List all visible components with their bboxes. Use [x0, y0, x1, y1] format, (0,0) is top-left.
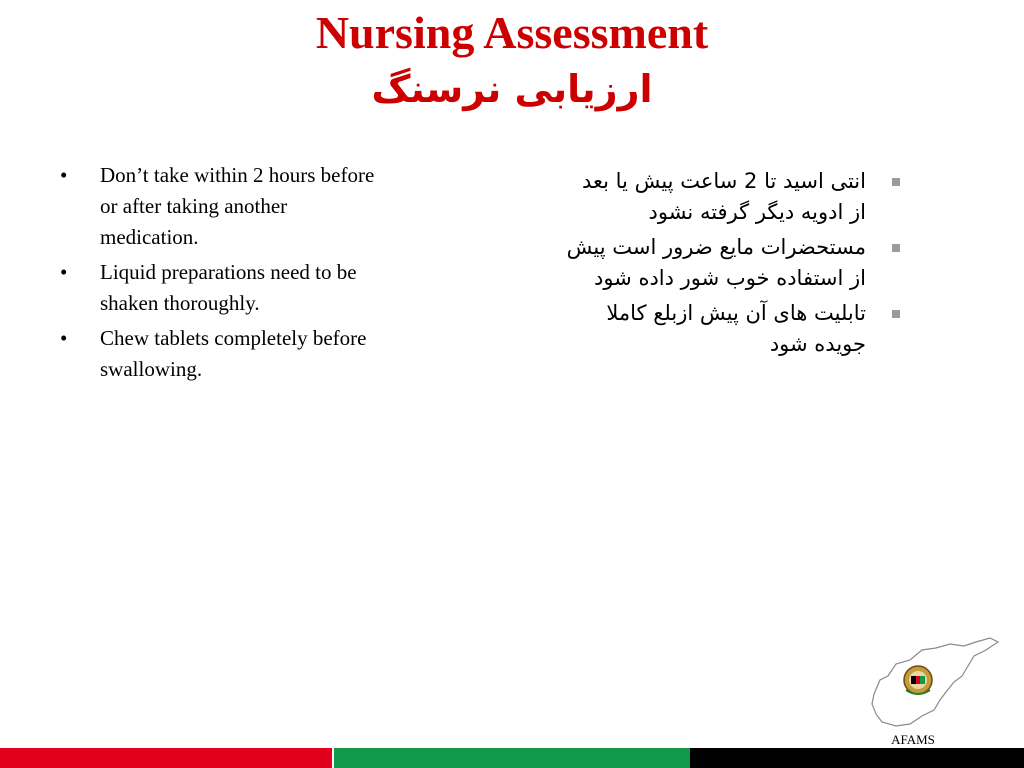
dari-bullet-list — [560, 166, 904, 364]
english-bullet-list — [60, 160, 390, 389]
bullet-item-dari — [560, 166, 904, 228]
bullet-text: Don’t take within 2 hours before or after taking another medication. — [100, 163, 375, 249]
square-bullet-icon — [892, 244, 900, 252]
slide-title: Nursing Assessment — [315, 7, 709, 58]
emblem-flag-black — [911, 676, 916, 684]
bullet-item-dari — [560, 232, 904, 294]
footer-bar-green — [334, 748, 690, 768]
square-bullet-icon — [892, 310, 900, 318]
afghanistan-map-logo — [866, 636, 1002, 732]
bullet-text-dari: مستحضرات مایع ضرور است پیش از استفاده خوب شور داده شود — [566, 235, 866, 290]
bullet-item — [60, 160, 390, 253]
slide-title-dari: ارزیابی نرسنگ — [371, 67, 653, 111]
bullet-text: Chew tablets completely before swallowing. — [100, 326, 367, 381]
footer-bar-red — [0, 748, 332, 768]
afams-label: AFAMS — [891, 732, 935, 747]
emblem-flag-green — [920, 676, 925, 684]
footer-bar-black — [690, 748, 1024, 768]
map-outline — [872, 638, 998, 726]
emblem-flag-red — [916, 676, 920, 684]
square-bullet-icon — [892, 178, 900, 186]
bullet-text: Liquid preparations need to be shaken thoroughly. — [100, 260, 357, 315]
bullet-item — [60, 257, 390, 319]
bullet-text-dari: انتی اسید تا 2 ساعت پیش یا بعد از ادویه دیگر گرفته نشود — [581, 169, 866, 224]
bullet-item-dari — [560, 298, 904, 360]
bullet-dot-icon: • — [60, 326, 68, 350]
bullet-dot-icon: • — [60, 163, 68, 187]
bullet-dot-icon: • — [60, 260, 68, 284]
bullet-text-dari: تابلیت های آن پیش ازبلع کاملا جویده شود — [606, 301, 866, 356]
bullet-item — [60, 323, 390, 385]
